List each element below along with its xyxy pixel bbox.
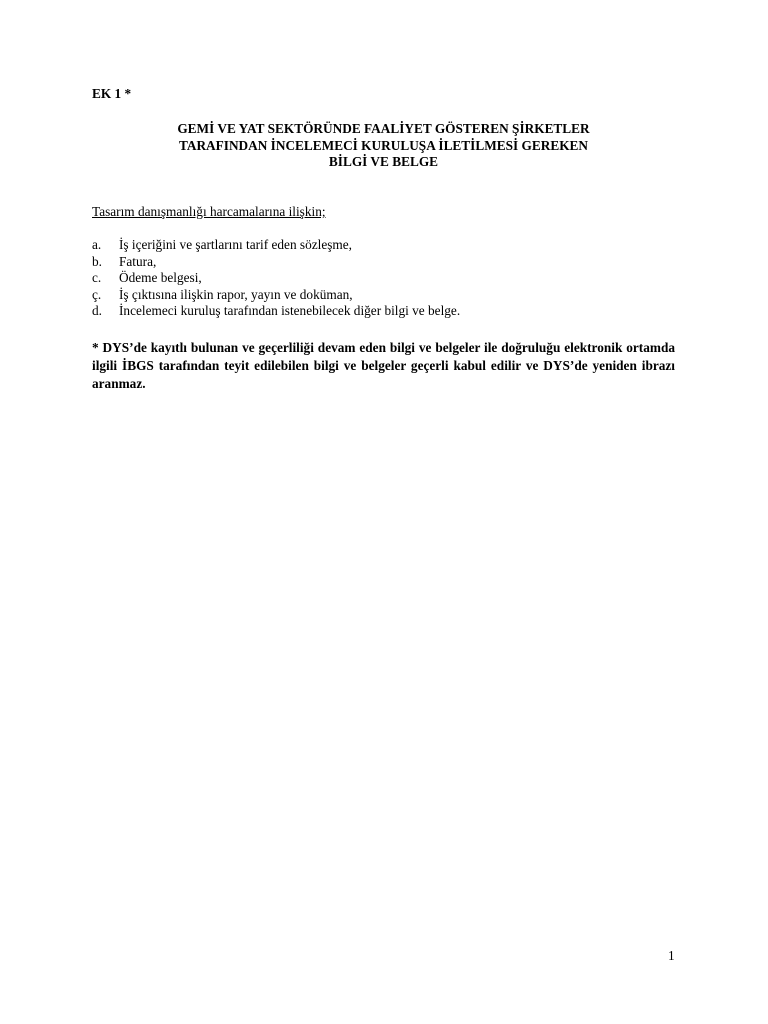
list-item — [92, 270, 460, 287]
list-marker: c. — [92, 270, 102, 285]
title-line: BİLGİ VE BELGE — [328, 154, 439, 169]
list-item — [92, 237, 460, 254]
list-marker: b. — [92, 253, 102, 269]
list-item-text: Fatura, — [119, 253, 157, 269]
list-marker: d. — [92, 303, 102, 318]
list-item-text: Ödeme belgesi, — [119, 270, 202, 285]
list-item-text: İş çıktısına ilişkin rapor, yayın ve doküman, — [119, 286, 353, 302]
list-item-text: İncelemeci kuruluş tarafından istenebilecek diğer bilgi ve belge. — [119, 303, 461, 318]
list-item-text: İş içeriğini ve şartlarını tarif eden sözleşme, — [119, 237, 352, 252]
title-line: GEMİ VE YAT SEKTÖRÜNDE FAALİYET GÖSTEREN ŞİRKETLER — [177, 121, 590, 136]
list-item — [92, 287, 460, 304]
list-item — [92, 254, 460, 271]
list-marker: ç. — [92, 286, 102, 302]
title-line: TARAFINDAN İNCELEMECİ KURULUŞA İLETİLMESİ GEREKEN — [178, 137, 589, 153]
annex-label: EK 1 * — [92, 86, 132, 101]
list-marker: a. — [92, 237, 102, 252]
document-title — [92, 121, 675, 171]
page-number: 1 — [668, 948, 675, 963]
list-item — [92, 303, 460, 320]
required-documents-list — [92, 237, 460, 320]
intro-text: Tasarım danışmanlığı harcamalarına ilişkin; — [92, 204, 326, 219]
footnote-text: * DYS’de kayıtlı bulunan ve geçerliliği devam eden bilgi ve belgeler ile doğruluğu elektronik ortamda ilgili İBGS tarafından teyit edilebilen bilgi ve belgeler geçerli kabul edilir ve DYS’de yeniden ibrazı aranmaz. — [92, 340, 675, 391]
